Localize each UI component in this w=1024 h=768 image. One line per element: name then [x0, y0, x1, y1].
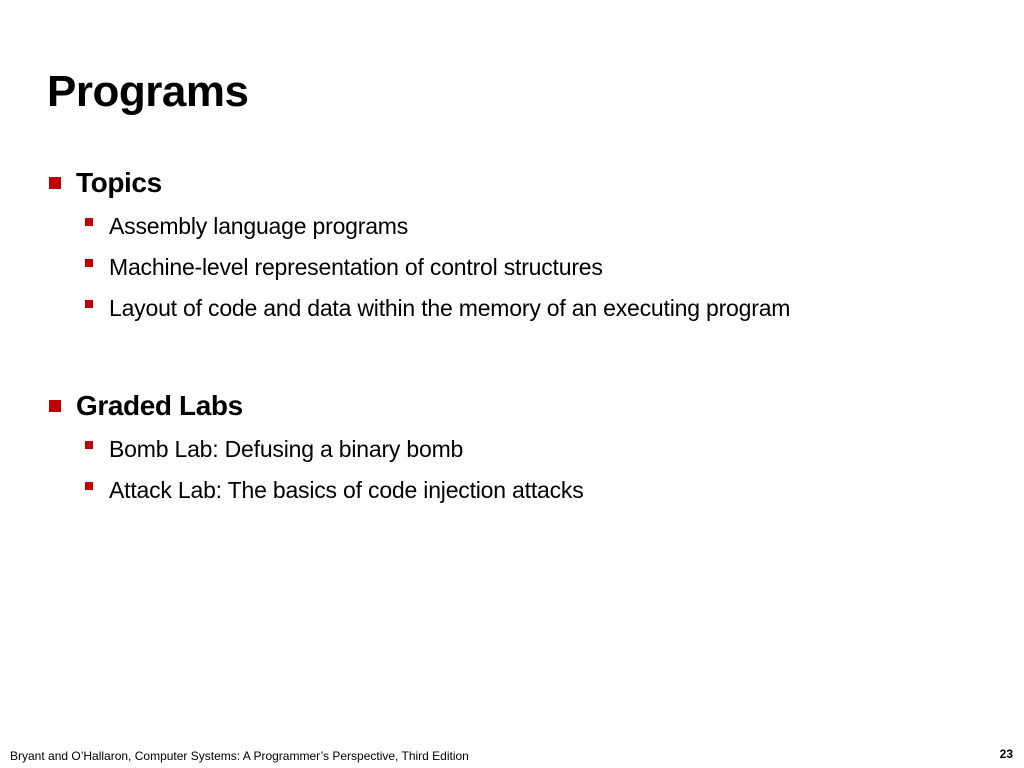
- list-item-label: Bomb Lab: Defusing a binary bomb: [109, 435, 464, 462]
- square-bullet-icon: [85, 482, 93, 490]
- list-item-label: Attack Lab: The basics of code injection attacks: [109, 476, 584, 503]
- list-item-label: Layout of code and data within the memory of an executing program: [109, 294, 791, 321]
- slide-number: 23: [999, 747, 1013, 761]
- list-item: [85, 246, 997, 287]
- list-item: [85, 205, 997, 246]
- bullet-item-graded-labs: [47, 389, 997, 423]
- section-graded-labs: [47, 389, 997, 510]
- list-item: [85, 469, 997, 510]
- square-bullet-icon: [85, 259, 93, 267]
- square-bullet-icon: [85, 441, 93, 449]
- list-item-label: Assembly language programs: [109, 212, 409, 239]
- section-heading: Topics: [76, 167, 162, 198]
- topics-list: [47, 205, 997, 328]
- list-item: [85, 287, 997, 328]
- square-bullet-icon: [49, 400, 61, 412]
- footer-citation: Bryant and O’Hallaron, Computer Systems: A Programmer’s Perspective, Third Edition: [10, 749, 469, 763]
- section-topics: [47, 166, 997, 328]
- graded-labs-list: [47, 428, 997, 510]
- square-bullet-icon: [49, 177, 61, 189]
- square-bullet-icon: [85, 218, 93, 226]
- bullet-item-topics: [47, 166, 997, 200]
- list-item: [85, 428, 997, 469]
- list-item-label: Machine-level representation of control structures: [109, 253, 603, 280]
- square-bullet-icon: [85, 300, 93, 308]
- section-heading: Graded Labs: [76, 390, 243, 421]
- slide-title: Programs: [47, 67, 249, 116]
